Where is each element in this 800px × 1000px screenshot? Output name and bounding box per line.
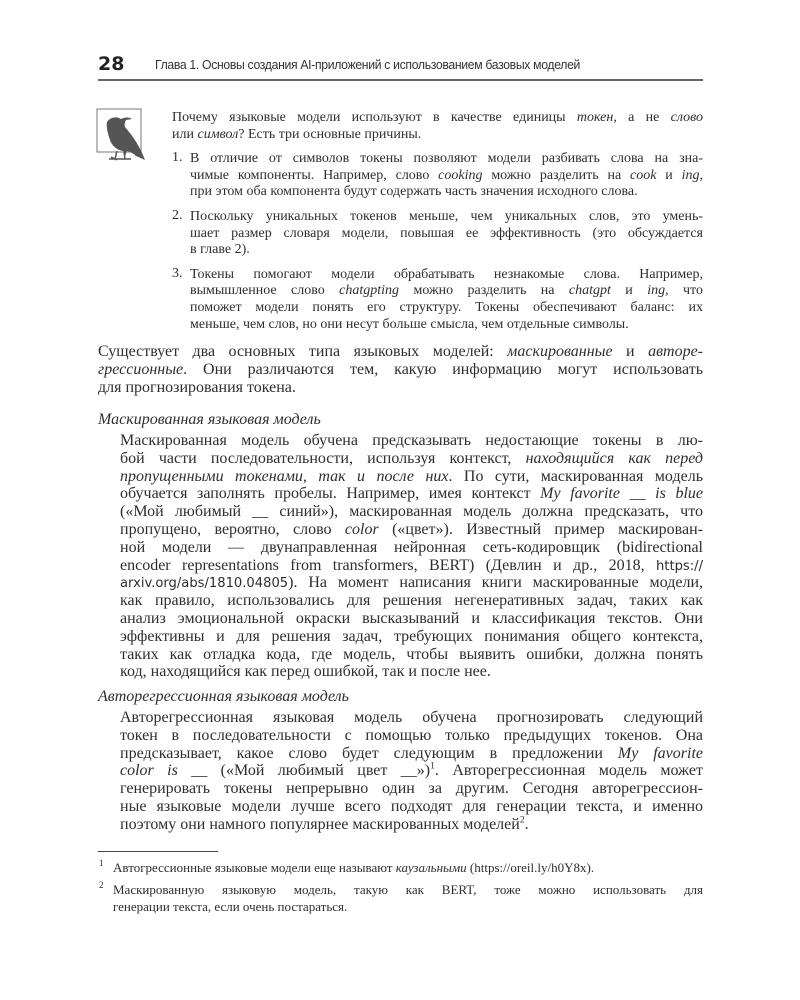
text-line bbox=[120, 762, 703, 780]
footnote-ref: 2 bbox=[519, 815, 525, 826]
text-run: («Мой любимый __ синий»), маскированная модель должна предсказать, что bbox=[120, 503, 703, 521]
text-line bbox=[120, 798, 703, 816]
text-line bbox=[98, 361, 703, 379]
text-line bbox=[120, 709, 703, 727]
text-line bbox=[120, 468, 703, 486]
text-line bbox=[120, 663, 703, 681]
text-run: Почему языковые модели используют в качестве единицы bbox=[172, 110, 577, 125]
text-line bbox=[190, 208, 703, 225]
italic-text: авторе- bbox=[648, 343, 703, 360]
text-run: . Они различаются тем, какую информацию могут использовать bbox=[183, 360, 703, 378]
text-run: можно разделить на bbox=[482, 167, 631, 183]
header-rule bbox=[98, 79, 703, 81]
text-line bbox=[120, 557, 703, 575]
text-line bbox=[120, 610, 703, 628]
text-line bbox=[120, 592, 703, 610]
text-line bbox=[120, 646, 703, 664]
text-line bbox=[98, 379, 703, 397]
list-number: 3. bbox=[172, 265, 183, 281]
text-run: как правило, использовались для решения негенеративных задач, таких как bbox=[120, 592, 703, 610]
text-line bbox=[190, 299, 703, 316]
text-run: таких как отладка кода, где модель, чтобы выявить ошибки, должна понять bbox=[120, 645, 703, 663]
text-line bbox=[190, 282, 703, 299]
text-line bbox=[172, 126, 703, 143]
text-run: ? Есть три основные причины. bbox=[238, 126, 422, 142]
text-run: ). На момент написания книги маскированные модели, bbox=[288, 574, 703, 592]
text-run: генерировать токены непрерывно один за другим. Сегодня авторегрессион- bbox=[120, 780, 703, 798]
footnote-number: 1 bbox=[99, 858, 104, 868]
text-run: , что bbox=[665, 283, 703, 299]
bird-icon bbox=[95, 106, 151, 164]
list-number: 2. bbox=[172, 208, 183, 223]
text-line bbox=[190, 266, 703, 283]
text-run: . Авторегрессионная модель может bbox=[434, 762, 703, 780]
italic-text: My favorite __ is blue bbox=[540, 485, 703, 503]
text-run: токен в последовательности с помощью только предыдущих токенов. Она bbox=[120, 726, 703, 744]
italic-text: маскированные bbox=[507, 343, 613, 360]
text-run: . По сути, маскированная модель bbox=[448, 467, 703, 485]
text-line bbox=[190, 316, 703, 333]
text-run: , bbox=[699, 167, 703, 183]
text-run: вымышленное слово bbox=[190, 283, 340, 299]
text-run: анализ эмоциональной окраски высказываний и классификация текстов. Они bbox=[120, 610, 703, 627]
text-run: эффективны и для решения задач, требующих понимания общего контекста, bbox=[120, 627, 703, 645]
link-text: https:// bbox=[656, 558, 703, 574]
text-run: , а не bbox=[613, 110, 671, 125]
text-line bbox=[172, 109, 703, 126]
italic-text: грессионные bbox=[98, 360, 184, 378]
text-run: Поскольку уникальных токенов меньше, чем уникальных слов, это умень- bbox=[190, 209, 703, 224]
text-run: ные языковые модели лучше всего подходят для генерации текста, и именно bbox=[120, 798, 703, 815]
text-run: бой части последовательности, используя контекст, bbox=[120, 449, 526, 467]
text-line bbox=[120, 816, 703, 834]
italic-text: ing bbox=[681, 167, 700, 183]
text-line bbox=[113, 860, 703, 876]
link-text: arxiv.org/abs/1810.04805 bbox=[120, 576, 289, 592]
italic-text: символ bbox=[197, 126, 239, 142]
term-heading: Авторегрессионная языковая модель bbox=[98, 688, 349, 705]
text-line bbox=[120, 432, 703, 450]
text-line bbox=[113, 899, 703, 915]
running-title: Глава 1. Основы создания AI-приложений с использованием базовых моделей bbox=[155, 57, 581, 72]
text-run: или bbox=[172, 126, 198, 142]
text-run: ной модели — двунаправленная нейронная сеть-кодировщик (bidirectional bbox=[120, 538, 703, 556]
text-run: предсказывает, какое слово будет следующим в предложении bbox=[120, 744, 618, 762]
text-run: в главе 2). bbox=[190, 242, 250, 258]
italic-text: пропущенными токенами, так и после них bbox=[120, 467, 449, 485]
text-run: шает размер словаря модели, повышая ее эффективность (это обсуждается bbox=[190, 225, 703, 241]
text-run: Маскированная модель обучена предсказывать недостающие токены в лю- bbox=[120, 432, 703, 449]
text-run: пропущено, вероятно, слово bbox=[120, 521, 345, 538]
text-run: код, находящийся как перед ошибкой, так и после нее. bbox=[120, 663, 491, 681]
italic-text: chatgpting bbox=[339, 283, 400, 299]
text-run: меньше, чем слов, но они несут больше смысла, чем отдельные символы. bbox=[190, 316, 629, 332]
text-line bbox=[120, 521, 703, 539]
text-line bbox=[190, 225, 703, 242]
italic-text: color is bbox=[120, 762, 178, 780]
text-run: Автогрессионные языковые модели еще называют bbox=[113, 860, 396, 875]
footnote-ref: 1 bbox=[430, 762, 435, 773]
text-run: обучается заполнять пробелы. Например, имея контекст bbox=[120, 485, 541, 503]
text-run: поэтому они намного популярнее маскированных моделей bbox=[120, 815, 520, 833]
text-run: (https://oreil.ly/h0Y8x). bbox=[466, 860, 595, 875]
text-run: Авторегрессионная языковая модель обучена прогнозировать следующий bbox=[120, 709, 703, 726]
text-line bbox=[190, 241, 703, 258]
italic-text: My favorite bbox=[617, 744, 703, 762]
text-run: Маскированную языковую модель, такую как BERT, тоже можно использовать для bbox=[113, 882, 703, 897]
text-line bbox=[98, 343, 703, 361]
text-run: при этом оба компонента будут содержать часть значения исходного слова. bbox=[190, 184, 638, 200]
italic-text: каузальными bbox=[395, 860, 467, 875]
list-number: 1. bbox=[172, 150, 183, 166]
text-run: В отличие от символов токены позволяют модели разбивать слова на зна- bbox=[190, 151, 703, 167]
text-run: и bbox=[612, 343, 649, 360]
text-run: для прогнозирования токена. bbox=[98, 378, 296, 396]
text-run: чимые компоненты. Например, слово bbox=[190, 167, 439, 183]
text-run: поможет модели понять его структуру. Токены обеспечивают баланс: их bbox=[190, 300, 703, 315]
italic-text: chatgpt bbox=[568, 283, 611, 299]
text-line bbox=[120, 503, 703, 521]
text-line bbox=[120, 539, 703, 557]
text-run: encoder representations from transformers, BERT) (Девлин и др., 2018, bbox=[120, 556, 656, 574]
italic-text: находящийся как перед bbox=[525, 449, 703, 467]
text-line bbox=[190, 150, 703, 167]
text-run: и bbox=[610, 283, 648, 299]
text-line bbox=[113, 882, 703, 898]
text-line bbox=[120, 450, 703, 468]
text-run: и bbox=[656, 167, 682, 183]
italic-text: color bbox=[344, 521, 379, 538]
italic-text: токен bbox=[576, 110, 614, 125]
text-run: . bbox=[524, 815, 529, 833]
text-line bbox=[190, 183, 703, 200]
text-line bbox=[120, 780, 703, 798]
text-run: можно разделить на bbox=[399, 283, 569, 299]
text-run: __ («Мой любимый цвет __») bbox=[177, 762, 431, 780]
term-heading: Маскированная языковая модель bbox=[98, 411, 321, 428]
footnote-number: 2 bbox=[99, 880, 104, 890]
italic-text: слово bbox=[670, 110, 703, 125]
text-line bbox=[190, 167, 703, 184]
text-run: («цвет»). Известный пример маскирован- bbox=[378, 521, 703, 538]
text-run: генерации текста, если очень постараться. bbox=[113, 899, 348, 914]
text-line bbox=[120, 574, 703, 592]
italic-text: ing bbox=[647, 283, 666, 299]
text-run: Существует два основных типа языковых моделей: bbox=[98, 343, 508, 360]
text-line bbox=[120, 628, 703, 646]
italic-text: cook bbox=[630, 167, 657, 183]
text-line bbox=[120, 727, 703, 745]
text-line bbox=[120, 745, 703, 763]
footnote-rule bbox=[98, 851, 218, 852]
italic-text: cooking bbox=[438, 167, 483, 183]
text-run: Токены помогают модели обрабатывать незнакомые слова. Например, bbox=[190, 266, 703, 282]
text-line bbox=[120, 485, 703, 503]
page-number: 28 bbox=[98, 53, 125, 75]
